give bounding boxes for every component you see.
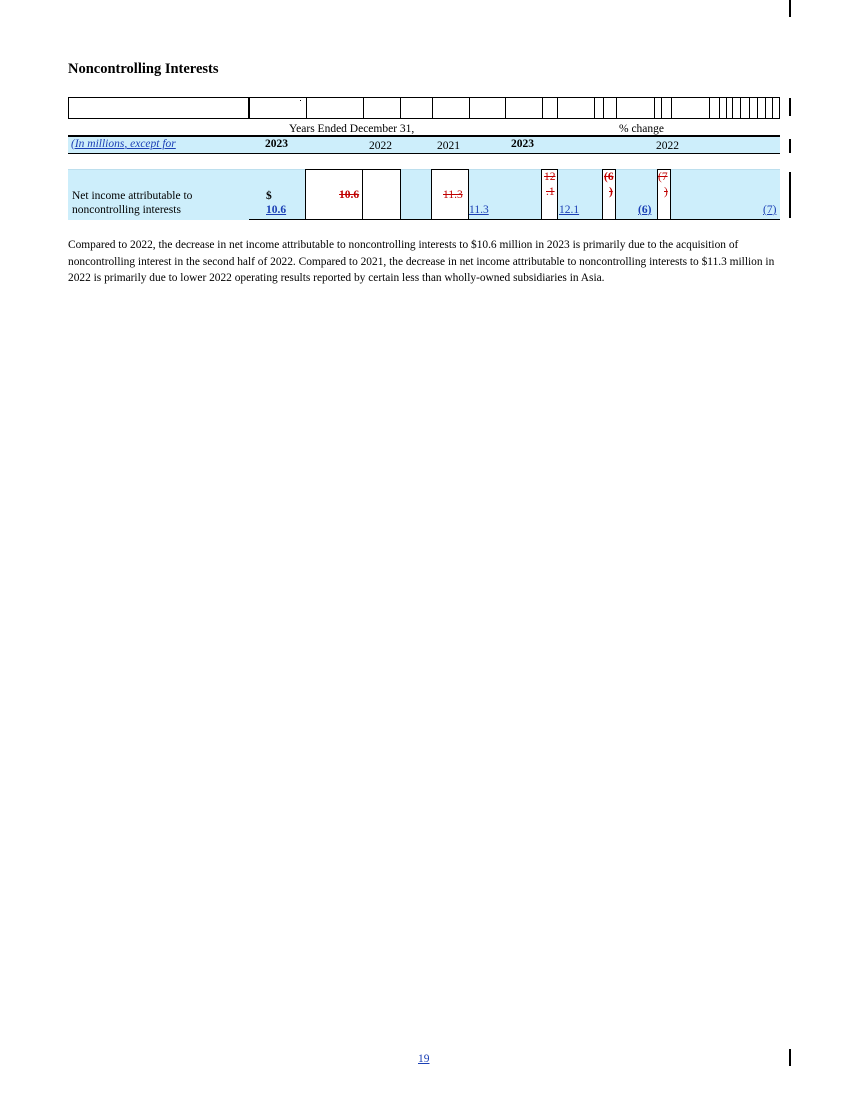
table-grid-cell bbox=[68, 97, 249, 119]
table-grid-cell bbox=[363, 97, 401, 119]
header-bottom-rule bbox=[68, 153, 780, 154]
stray-dot bbox=[300, 100, 301, 101]
deleted-value-2022: 10.6 bbox=[339, 189, 360, 201]
revision-bar bbox=[789, 139, 791, 153]
units-note bbox=[71, 138, 176, 150]
table-grid-cell bbox=[469, 97, 506, 119]
page-number-link[interactable]: 19 bbox=[418, 1053, 430, 1065]
body-paragraph: Compared to 2022, the decrease in net income attributable to noncontrolling interests to $10.6 million in 2023 is primarily due to the acquisition of noncontrolling interest in the second half of 2022. Compared to 2021, the decrease in net income attributable to noncontrolling interests to $11.3 million in 2022 is primarily due to lower 2022 operating results reported by certain less than wholly-owned subsidiaries in Asia. bbox=[68, 239, 775, 284]
units-note-text: (In millions bbox=[71, 138, 125, 150]
revision-bar bbox=[789, 1049, 791, 1066]
deleted-value-prior-b: .1 bbox=[546, 186, 555, 198]
row-label-line1: Net income attributable to bbox=[72, 190, 193, 202]
header-top-rule bbox=[68, 135, 780, 137]
data-row-bottom-rule bbox=[249, 219, 780, 220]
table-grid-cell bbox=[772, 97, 780, 119]
column-header-change-2022: 2022 bbox=[656, 140, 679, 152]
deleted-change-b-2: ) bbox=[664, 186, 668, 198]
table-grid-cell bbox=[671, 97, 710, 119]
value-2021[interactable]: 12.1 bbox=[559, 204, 580, 216]
cell-box bbox=[362, 169, 401, 220]
table-grid-cell bbox=[603, 97, 617, 119]
revision-bar bbox=[789, 0, 791, 17]
table-grid-cell bbox=[432, 97, 470, 119]
units-note-link[interactable]: , except for bbox=[124, 138, 176, 150]
change-2023[interactable]: (6) bbox=[638, 204, 652, 216]
deleted-change-a-1: (6 bbox=[604, 171, 614, 183]
table-grid-cell bbox=[505, 97, 543, 119]
table-grid-cell bbox=[557, 97, 595, 119]
value-2022[interactable]: 11.3 bbox=[469, 204, 489, 216]
table-grid-cell bbox=[400, 97, 433, 119]
column-header-change-2023: 2023 bbox=[511, 138, 534, 150]
table-grid-cell bbox=[306, 97, 364, 119]
row-label-line2: noncontrolling interests bbox=[72, 204, 181, 216]
revision-bar bbox=[789, 172, 791, 218]
column-header-2023: 2023 bbox=[265, 138, 288, 150]
deleted-change-b-1: (7 bbox=[658, 171, 668, 183]
section-heading: Noncontrolling Interests bbox=[68, 61, 219, 77]
table-grid-cell bbox=[542, 97, 558, 119]
currency-symbol: $ bbox=[266, 190, 272, 202]
column-header-2021: 2021 bbox=[437, 140, 460, 152]
revision-bar bbox=[789, 98, 791, 116]
table-grid-cell bbox=[616, 97, 655, 119]
deleted-value-2021: 11.3 bbox=[443, 189, 463, 201]
value-2023[interactable]: 10.6 bbox=[266, 204, 287, 216]
deleted-change-a-2: ) bbox=[609, 186, 613, 198]
header-years-ended: Years Ended December 31, bbox=[289, 123, 415, 135]
change-2022[interactable]: (7) bbox=[763, 204, 777, 216]
deleted-value-prior-a: 12 bbox=[544, 171, 556, 183]
column-header-2022: 2022 bbox=[369, 140, 392, 152]
table-grid-cell bbox=[249, 97, 307, 119]
header-percent-change: % change bbox=[619, 123, 665, 135]
